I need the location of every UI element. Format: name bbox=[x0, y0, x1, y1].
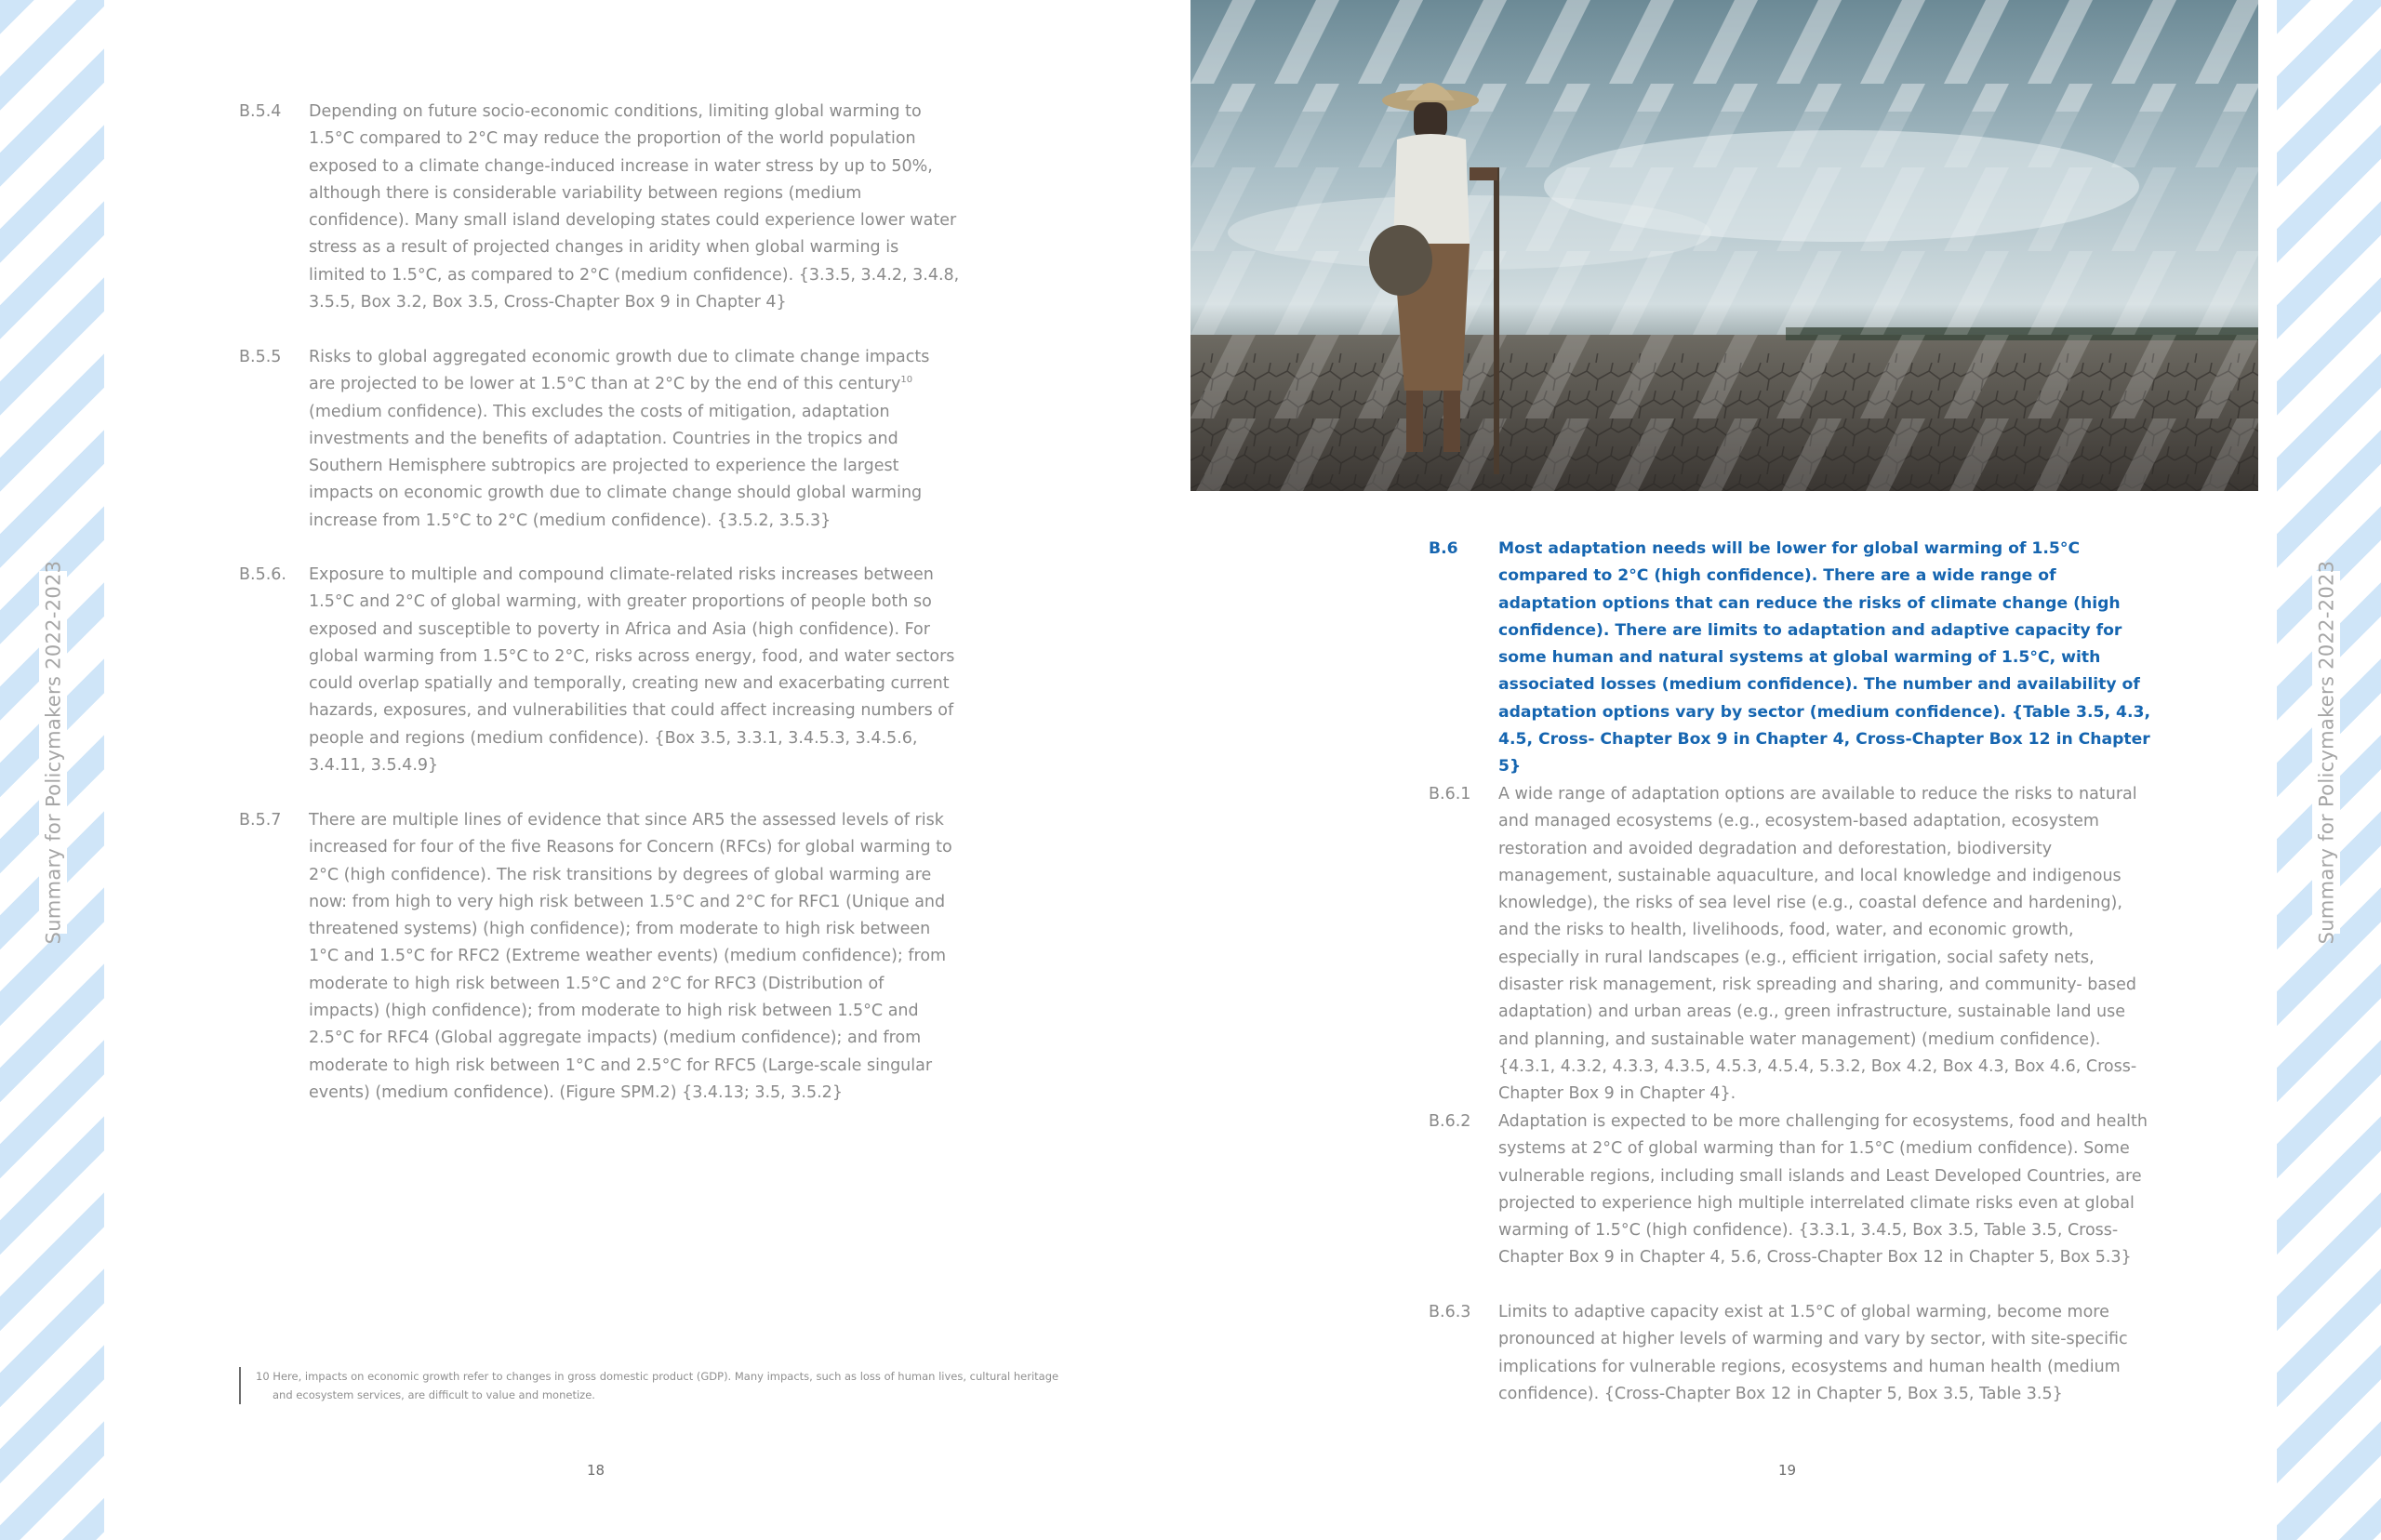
paragraph-b54 bbox=[239, 99, 974, 316]
right-side-label bbox=[2312, 560, 2340, 945]
paragraph-number: B.6.2 bbox=[1429, 1112, 1471, 1131]
paragraph-text-part: Risks to global aggregated economic growth due to climate change impacts are projected to be lower at 1.5°C than at 2°C by the end of this century bbox=[309, 348, 930, 394]
paragraph-text: Exposure to multiple and compound climate-related risks increases between 1.5°C and 2°C of global warming, with greater proportions of people both so exposed and susceptible to poverty in Africa and Asia (high confidence). For global warming from 1.5°C to 2°C, risks across energy, food, and water sectors could overlap spatially and temporally, creating new and exacerbating current hazards, exposures, and vulnerabilities that could affect increasing numbers of people and regions (medium confidence). {Box 3.5, 3.3.1, 3.4.5.3, 3.4.5.6, 3.4.11, 3.5.4.9} bbox=[309, 565, 955, 776]
right-side-label-text: Summary for Policymakers 2022-2023 bbox=[2315, 560, 2337, 945]
heading-number: B.6 bbox=[1429, 539, 1458, 558]
paragraph-text: A wide range of adaptation options are available to reduce the risks to natural and managed ecosystems (e.g., ecosystem-based adaptation, ecosystem restoration and avoided degradation and deforestation, biodiversity management, sustainable aquaculture, and local knowledge and indigenous knowledge), the risks of sea level rise (e.g., coastal defence and hardening), and the risks to health, livelihoods, food, water, and economic growth, especially in rural landscapes (e.g., efficient irrigation, social safety nets, disaster risk management, risk spreading and sharing, and community- based adaptation) and urban areas (e.g., green infrastructure, sustainable land use and planning, and sustainable water management) (medium confidence). {4.3.1, 4.3.2, 4.3.3, 4.3.5, 4.5.3, 4.5.4, 5.3.2, Box 4.2, Box 4.3, Box 4.6, Cross-Chapter Box 9 in Chapter 4}. bbox=[1498, 785, 2137, 1104]
paragraph-number: B.5.6. bbox=[239, 565, 286, 584]
drought-photo bbox=[1190, 0, 2258, 491]
paragraph-text: There are multiple lines of evidence that since AR5 the assessed levels of risk increased for four of the five Reasons for Concern (RFCs) for global warming to 2°C (high confidence). The risk transitions by degrees of global warming are now: from high to very high risk between 1.5°C and 2°C for RFC1 (Unique and threatened systems) (high confidence); from moderate to high risk between 1°C and 1.5°C for RFC2 (Extreme weather events) (medium confidence); from moderate to high risk between 1.5°C and 2°C for RFC3 (Distribution of impacts) (high confidence); from moderate to high risk between 1.5°C and 2.5°C for RFC4 (Global aggregate impacts) (medium confidence); and from moderate to high risk between 1°C and 2.5°C for RFC5 (Large-scale singular events) (medium confidence). (Figure SPM.2) {3.4.13; 3.5, 3.5.2} bbox=[309, 811, 952, 1102]
paragraph-b55 bbox=[239, 344, 974, 535]
paragraph-text bbox=[309, 344, 960, 535]
paragraph-b62 bbox=[1429, 1109, 2154, 1272]
paragraph-number: B.6.3 bbox=[1429, 1303, 1471, 1321]
paragraph-number: B.5.4 bbox=[239, 102, 282, 121]
heading-text: Most adaptation needs will be lower for global warming of 1.5°C compared to 2°C (high confidence). There are a wide range of adaptation options that can reduce the risks of climate change (high confidence). There are limits to adaptation and adaptive capacity for some human and natural systems at global warming of 1.5°C, with associated losses (medium confidence). The number and availability of adaptation options vary by sector (medium confidence). {Table 3.5, 4.3, 4.5, Cross- Chapter Box 9 in Chapter 4, Cross-Chapter Box 12 in Chapter 5} bbox=[1498, 539, 2150, 777]
left-side-label-text: Summary for Policymakers 2022-2023 bbox=[42, 560, 64, 945]
footnote-text-line1: Here, impacts on economic growth refer to changes in gross domestic product (GDP). Many impacts, such as loss of human lives, cultural heritage bbox=[273, 1370, 1059, 1383]
paragraph-b57 bbox=[239, 807, 974, 1107]
drought-photo-image bbox=[1190, 0, 2258, 491]
paragraph-number: B.5.7 bbox=[239, 811, 282, 830]
page-number-right: 19 bbox=[1778, 1462, 1797, 1479]
paragraph-b63 bbox=[1429, 1299, 2154, 1408]
paragraph-b56 bbox=[239, 562, 974, 779]
paragraph-number: B.5.5 bbox=[239, 348, 282, 366]
paragraph-text-part: (medium confidence). This excludes the costs of mitigation, adaptation investments and the benefits of adaptation. Countries in the tropics and Southern Hemisphere subtropics are projected to experience the largest impacts on economic growth due to climate change should global warming increase from 1.5°C to 2°C (medium confidence). {3.5.2, 3.5.3} bbox=[309, 402, 923, 530]
paragraph-b61 bbox=[1429, 781, 2154, 1109]
footnote-number: 10 bbox=[256, 1370, 270, 1383]
paragraph-text: Adaptation is expected to be more challenging for ecosystems, food and health systems at 2°C of global warming than for 1.5°C (medium confidence). Some vulnerable regions, including small islands and Least Developed Countries, are projected to experience high multiple interrelated climate risks even at global warming of 1.5°C (high confidence). {3.3.1, 3.4.5, Box 3.5, Table 3.5, Cross-Chapter Box 9 in Chapter 4, 5.6, Cross-Chapter Box 12 in Chapter 5, Box 5.3} bbox=[1498, 1112, 2148, 1268]
left-side-label bbox=[39, 560, 67, 945]
paragraph-number: B.6.1 bbox=[1429, 785, 1471, 803]
paragraph-text: Depending on future socio-economic conditions, limiting global warming to 1.5°C compared to 2°C may reduce the proportion of the world population exposed to a climate change-induced increase in water stress by up to 50%, although there is considerable variability between regions (medium confidence). Many small island developing states could experience lower water stress as a result of projected changes in aridity when global warming is limited to 1.5°C, as compared to 2°C (medium confidence). {3.3.5, 3.4.2, 3.4.8, 3.5.5, Box 3.2, Box 3.5, Cross-Chapter Box 9 in Chapter 4} bbox=[309, 102, 960, 312]
paragraph-text: Limits to adaptive capacity exist at 1.5°C of global warming, become more pronounced at higher levels of warming and vary by sector, with site-specific implications for vulnerable regions, ecosystems and human health (medium confidence). {Cross-Chapter Box 12 in Chapter 5, Box 3.5, Table 3.5} bbox=[1498, 1303, 2128, 1403]
footnote-text-line2: and ecosystem services, are difficult to value and monetize. bbox=[273, 1388, 595, 1401]
page-number-left: 18 bbox=[587, 1462, 605, 1479]
footnote bbox=[239, 1367, 1093, 1404]
footnote-reference[interactable]: 10 bbox=[900, 375, 913, 386]
section-heading-b6 bbox=[1429, 536, 2154, 781]
